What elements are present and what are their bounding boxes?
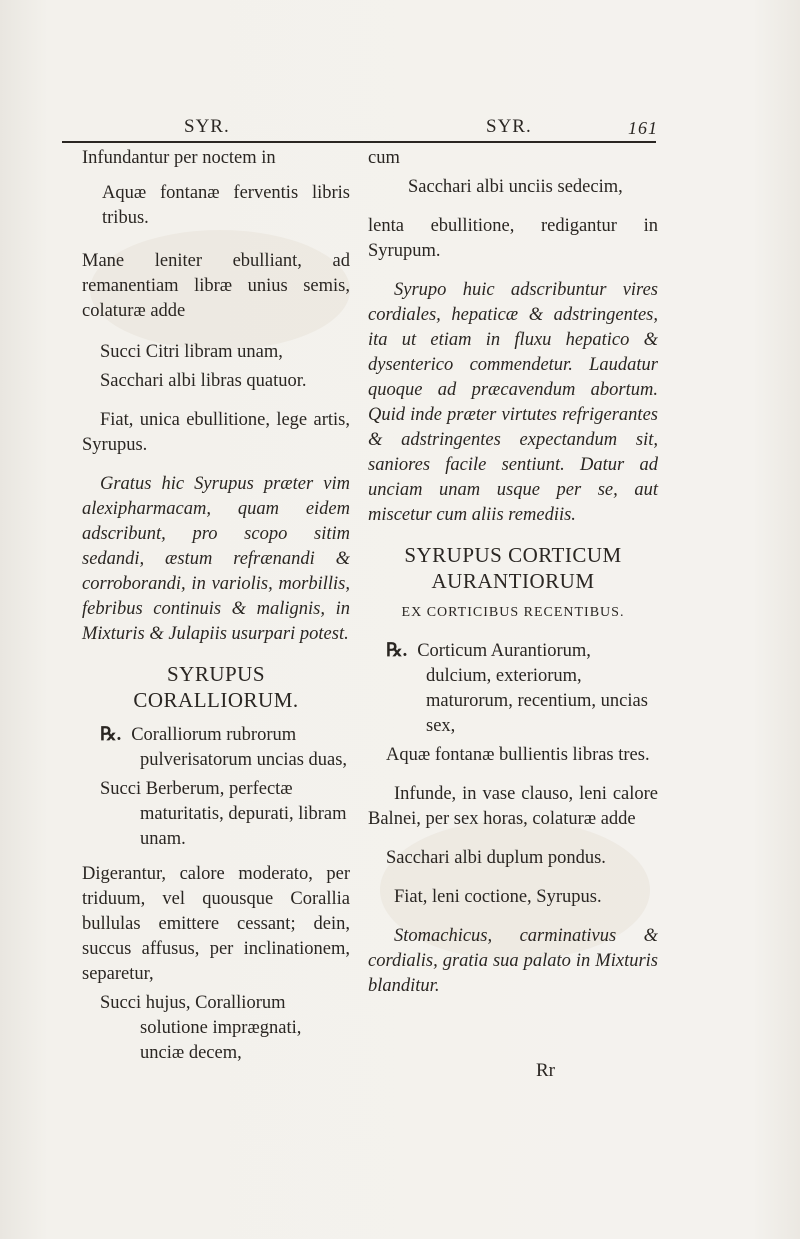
right-p1: cum — [368, 148, 400, 168]
running-header — [62, 112, 656, 142]
left-p6: Gratus hic Syrupus præter vim alexipharmacam, quam eidem adscribunt, pro scopo sitim sedandi, æstum refrænandi & corroborandi, in variolis, morbillis, febribus continuis & malignis, in Mixturis & Julapiis usurpari potest. — [82, 474, 350, 644]
right-p2: Sacchari albi unciis sedecim, — [408, 177, 623, 197]
right-ingredient-3: Sacchari albi duplum pondus. — [386, 848, 606, 868]
right-p7: Stomachicus, carminativus & cordialis, gratia sua palato in Mixturis blanditur. — [368, 926, 658, 996]
left-p5: Fiat, unica ebullitione, lege artis, Syrupus. — [82, 410, 350, 455]
left-column — [82, 146, 350, 1080]
recipe-symbol: ℞. — [100, 725, 122, 745]
left-ingredient-3: Succi hujus, Coralliorum solutione imprægnati, unciæ decem, — [100, 993, 302, 1063]
right-ing1-text: Corticum Aurantiorum, dulcium, exteriorum, maturorum, recentium, uncias sex, — [417, 641, 648, 736]
right-p6: Fiat, leni coctione, Syrupus. — [394, 887, 602, 907]
left-p2: Aquæ fontanæ ferventis libris tribus. — [102, 183, 350, 228]
right-p5: Infunde, in vase clauso, leni calore Balnei, per sex horas, colaturæ adde — [368, 784, 658, 829]
left-p4a: Succi Citri libram unam, — [100, 342, 283, 362]
recipe-symbol: ℞. — [386, 641, 408, 661]
signature-mark: Rr — [536, 1060, 555, 1081]
page-number: 161 — [628, 118, 658, 138]
right-p3: lenta ebullitione, redigantur in Syrupum. — [368, 216, 658, 261]
right-column — [368, 146, 658, 1013]
header-rule — [62, 141, 656, 143]
left-section-title: SYRUPUS CORALLIORUM. — [133, 662, 299, 712]
left-p3: Mane leniter ebulliant, ad remanentiam libræ unius semis, colaturæ adde — [82, 251, 350, 321]
left-p4b: Sacchari albi libras quatuor. — [100, 371, 307, 391]
left-ingredient-1 — [82, 723, 350, 773]
right-running-head: SYR. — [486, 116, 532, 137]
left-ing1-text: Coralliorum rubrorum pulverisatorum uncias duas, — [131, 725, 348, 770]
right-ingredient-1 — [368, 639, 658, 739]
left-running-head: SYR. — [184, 116, 230, 137]
right-ingredient-2: Aquæ fontanæ bullientis libras tres. — [386, 745, 650, 765]
right-section-title: SYRUPUS CORTICUM AURANTIORUM — [404, 543, 622, 593]
left-p7: Digerantur, calore moderato, per triduum, vel quousque Corallia bullulas emittere cessant; dein, succus affusus, per inclinationem, separetur, — [82, 864, 350, 984]
right-p4: Syrupo huic adscribuntur vires cordiales, hepaticæ & adstringentes, ita ut etiam in fluxu hepatico & dysenterico commendetur. Laudatur quoque ad præcavendum abortum. Quid inde præter virtutes refrigerantes & adstringentes expectandum sit, saniores facile sentiunt. Datur ad unciam unam usque per se, aut miscetur cum aliis remediis. — [368, 280, 658, 525]
right-section-subtitle: EX CORTICIBUS RECENTIBUS. — [401, 605, 625, 620]
left-p1: Infundantur per noctem in — [82, 148, 276, 168]
left-ingredient-2: Succi Berberum, perfectæ maturitatis, depurati, libram unam. — [100, 779, 347, 849]
